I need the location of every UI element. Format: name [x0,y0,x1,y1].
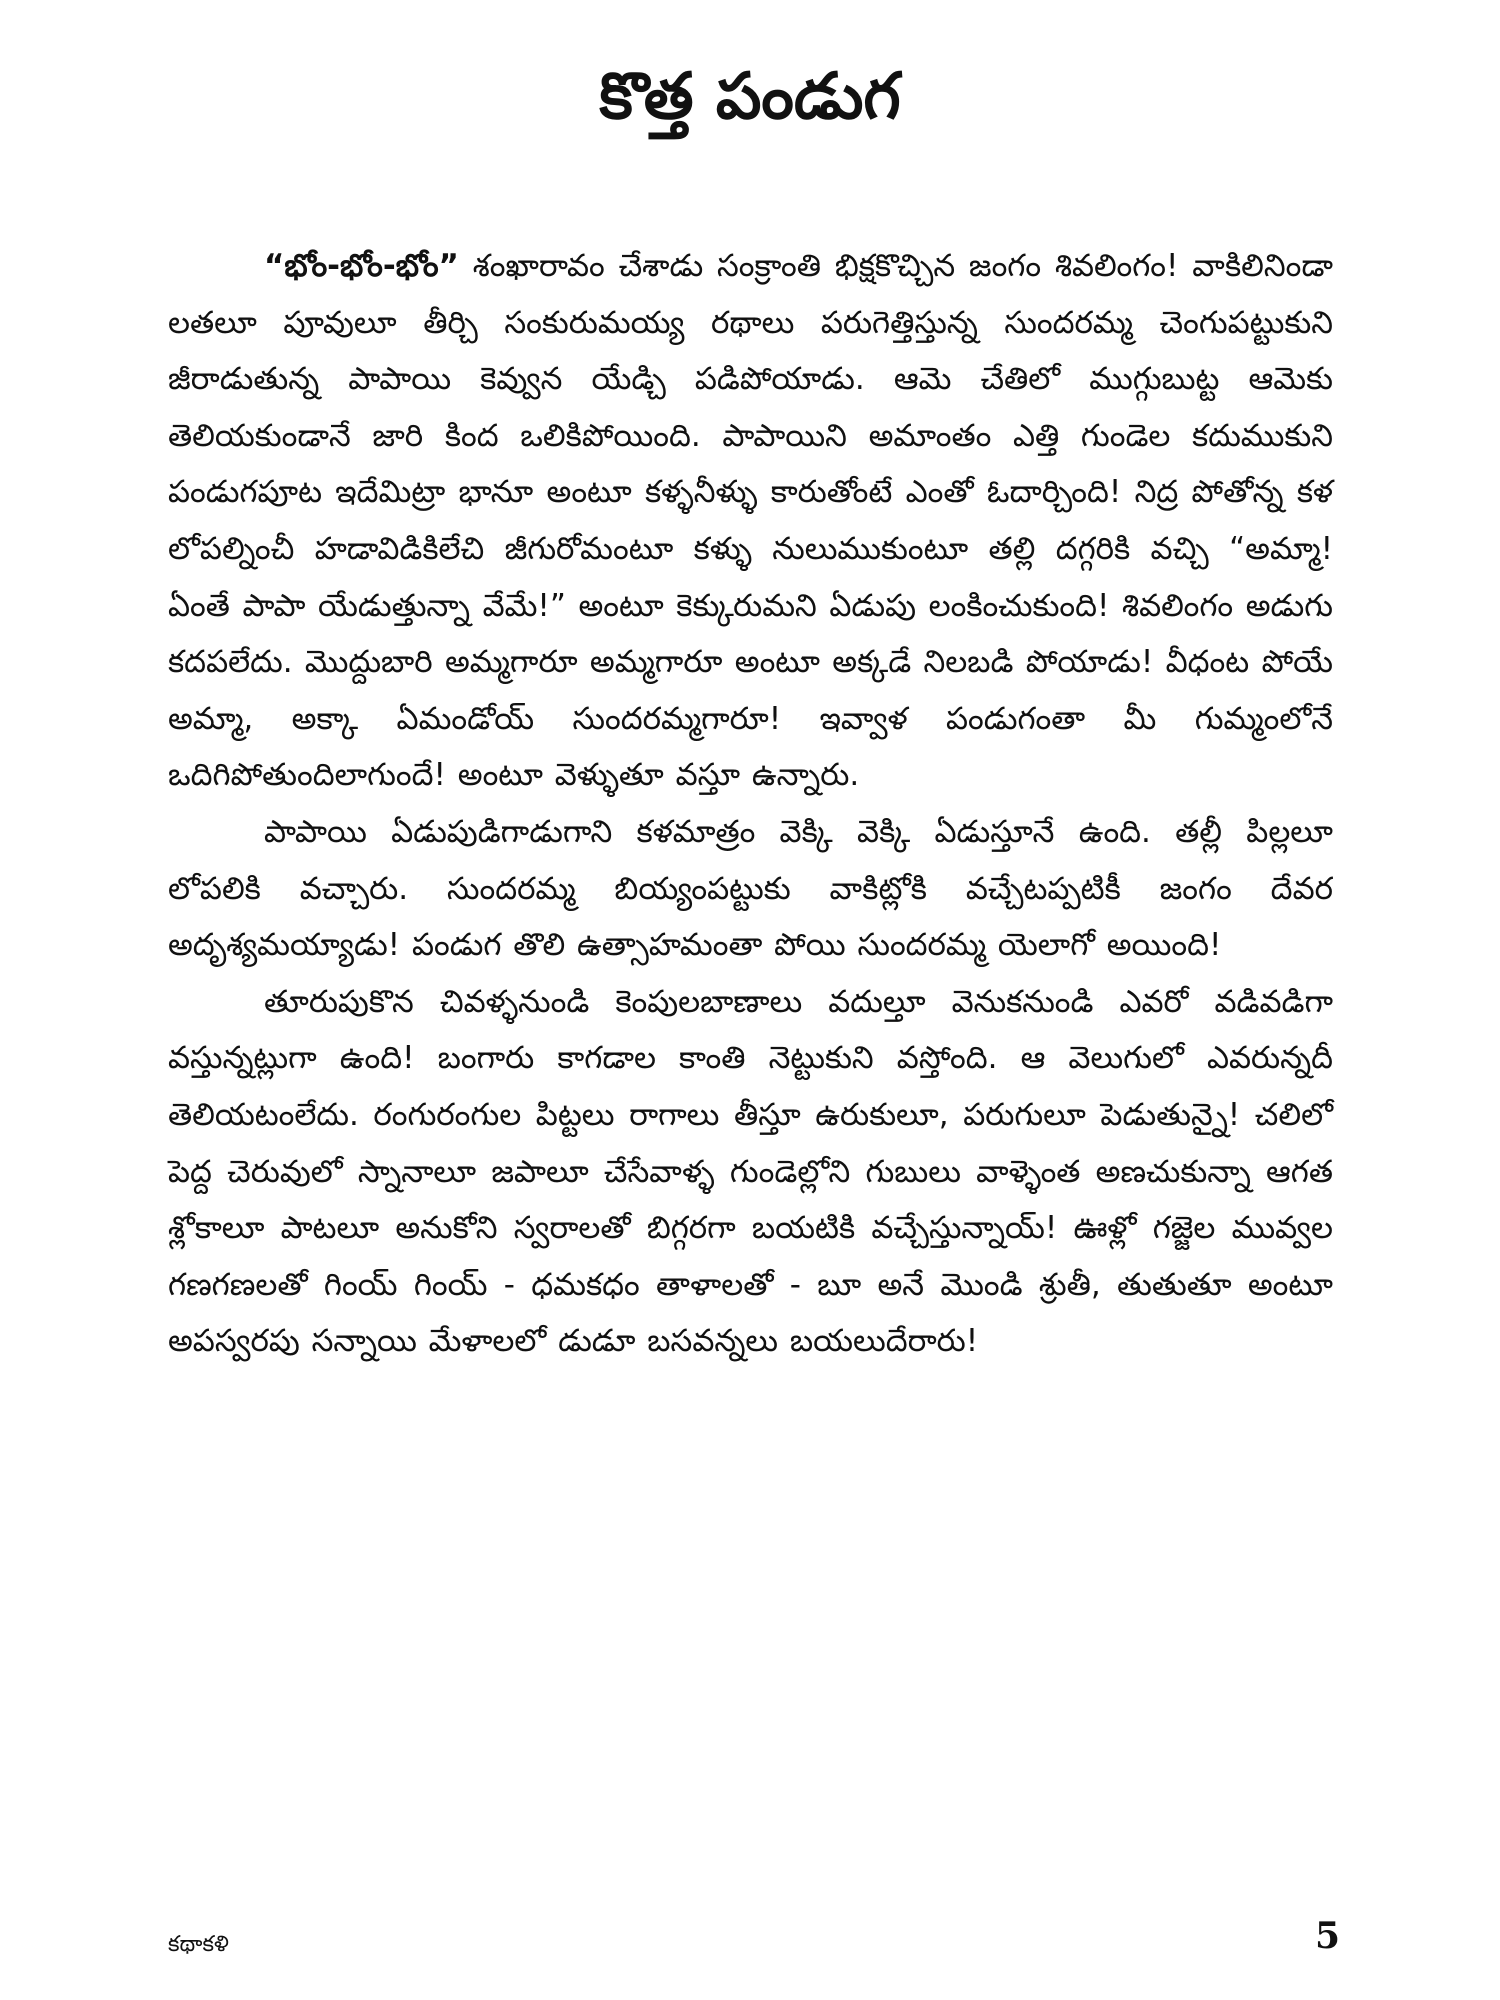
paragraph-2 [168,804,1333,974]
story-body [168,238,1333,1370]
footer-page-number: 5 [1314,1915,1340,1957]
paragraph-3-text: తూరుపుకొన చివళ్ళనుండి కెంపులబాణాలు వదుల్తూ వెనుకనుండి ఎవరో వడివడిగా వస్తున్నట్లుగా ఉంది! బంగారు కాగడాల కాంతి నెట్టుకుని వస్తోంది. ఆ వెలుగులో ఎవరున్నదీ తెలియటంలేదు. రంగురంగుల పిట్టలు రాగాలు తీస్తూ ఉరుకులూ, పరుగులూ పెడుతున్నై! చలిలో పెద్ద చెరువులో స్నానాలూ జపాలూ చేసేవాళ్ళ గుండెల్లోని గుబులు వాళ్ళెంత అణచుకున్నా ఆగత శ్లోకాలూ పాటలూ అనుకోని స్వరాలతో బిగ్గరగా బయటికి వచ్చేస్తున్నాయ్! ఊళ్లో గజ్జెల మువ్వల గణగణలతో గింయ్ గింయ్ - ధమకధం తాళాలతో - బూ అనే మొండి శ్రుతీ, తుతుతూ అంటూ అపస్వరపు సన్నాయి మేళాలలో డుడూ బసవన్నలు బయలుదేరారు! [168,983,1333,1360]
paragraph-2-text: పాపాయి ఏడుపుడిగాడుగాని కళమాత్రం వెక్కి వెక్కి ఏడుస్తూనే ఉంది. తల్లీ పిల్లలూ లోపలికి వచ్చారు. సుందరమ్మ బియ్యంపట్టుకు వాకిట్లోకి వచ్చేటప్పటికీ జంగం దేవర అదృశ్యమయ్యాడు! పండుగ తొలి ఉత్సాహమంతా పోయి సుందరమ్మ యెలాగో అయింది! [168,813,1333,964]
story-title: కొత్త పండుగ [599,60,901,134]
paragraph-1-lead: “భోం-భోం-భోం” [264,248,459,284]
paragraph-1-text: శంఖారావం చేశాడు సంక్రాంతి భిక్షకొచ్చిన జంగం శివలింగం! వాకిలినిండా లతలూ పూవులూ తీర్చి సంకురుమయ్య రథాలు పరుగెత్తిస్తున్న సుందరమ్మ చెంగుపట్టుకుని జీరాడుతున్న పాపాయి కెవ్వున యేడ్చి పడిపోయాడు. ఆమె చేతిలో ముగ్గుబుట్ట ఆమెకు తెలియకుండానే జారి కింద ఒలికిపోయింది. పాపాయిని అమాంతం ఎత్తి గుండెల కదుముకుని పండుగపూట ఇదేమిట్రా భానూ అంటూ కళ్ళనీళ్ళు కారుతోంటే ఎంతో ఓదార్చింది! నిద్ర పోతోన్న కళ లోపల్నించీ హడావిడికిలేచి జీగురోమంటూ కళ్ళు నులుముకుంటూ తల్లి దగ్గరికి వచ్చి “అమ్మా! ఏంతే పాపా యేడుత్తున్నా వేమే!” అంటూ కెక్కురుమని ఏడుపు లంకించుకుంది! శివలింగం అడుగు కదపలేదు. మొద్దుబారి అమ్మగారూ అమ్మగారూ అంటూ అక్కడే నిలబడి పోయాడు! వీధంట పోయే అమ్మా, అక్కా ఏమండోయ్ సుందరమ్మగారూ! ఇవ్వాళ పండుగంతా మీ గుమ్మంలోనే ఒదిగిపోతుందిలాగుందే! అంటూ వెళ్ళుతూ వస్తూ ఉన్నారు. [168,248,1333,794]
footer-book-name: కథాకళి [168,1932,229,1957]
paragraph-1 [168,238,1333,804]
paragraph-3 [168,974,1333,1370]
